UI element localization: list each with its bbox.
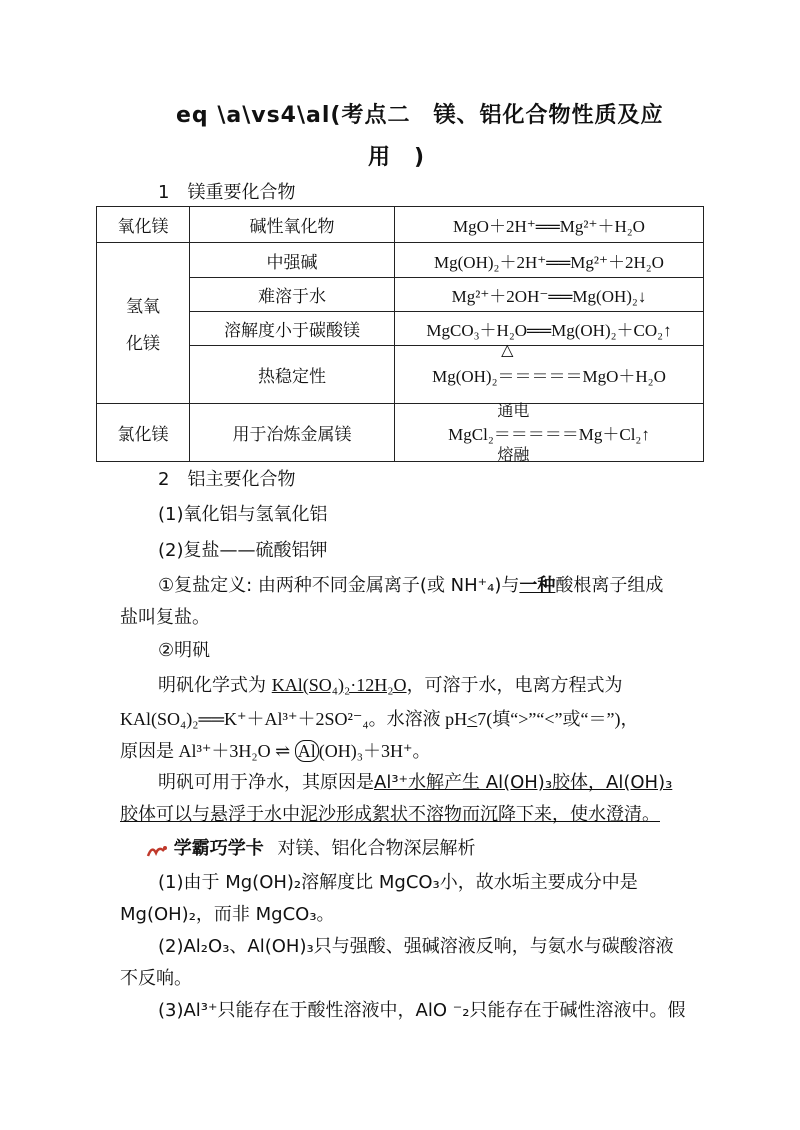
table-cell: 用于冶炼金属镁 (190, 404, 395, 462)
table-cell: 溶解度小于碳酸镁 (190, 312, 395, 346)
paragraph: (2)Al₂O₃、Al(OH)₃只与强酸、强碱溶液反响，与氨水与碳酸溶液 (158, 936, 674, 957)
table-cell: Mg²⁺＋2OH⁻══Mg(OH)₂↓ (395, 278, 704, 312)
paragraph (158, 672, 623, 699)
tip-card-label: 学霸巧学卡 (173, 838, 264, 859)
circled-text: Al (295, 740, 319, 762)
underlined-answer: 一种 (519, 575, 556, 596)
paragraph (120, 706, 639, 732)
text-span: (OH)₃＋3H⁺。 (318, 741, 431, 761)
section-heading-magnesium: 1 镁重要化合物 (158, 182, 296, 203)
text-span: 7(填“>”“<”或“＝”)， (477, 709, 639, 729)
equation-right: MgO＋H₂O (582, 367, 666, 386)
equation-heat (432, 340, 583, 387)
text-span: 酸根离子组成 (555, 575, 664, 596)
table-cell: 热稳定性 (190, 346, 395, 404)
paragraph (120, 738, 431, 764)
table-row (97, 243, 704, 278)
text-span: 原因是 Al³⁺＋3H₂O (120, 741, 271, 761)
hydroxide-label-2: 化镁 (126, 334, 160, 354)
table-cell: MgO＋2H⁺══Mg²⁺＋H₂O (395, 207, 704, 243)
paragraph: (1)氧化铝与氢氧化铝 (158, 504, 328, 525)
condition-bottom: 熔融 (497, 445, 530, 464)
tip-card-title: 对镁、铝化合物深层解析 (277, 838, 476, 859)
text-span: 明矾化学式为 (158, 675, 266, 696)
table-cell (395, 401, 704, 464)
table-cell: Mg(OH)₂＋2H⁺══Mg²⁺＋2H₂O (395, 243, 704, 278)
heat-condition: △ (501, 340, 514, 359)
text-span: ①复盐定义: 由两种不同金属离子(或 NH⁺₄)与 (158, 575, 520, 596)
equation-right: Mg＋Cl₂↑ (578, 425, 650, 444)
paragraph: 胶体可以与悬浮于水中泥沙形成絮状不溶物而沉降下来，使水澄清。 (120, 804, 660, 825)
text-span: KAl(SO₄)₂══K⁺＋Al³⁺＋2SO²⁻₄。水溶液 pH (120, 709, 468, 729)
equation-electrolysis (448, 401, 579, 464)
table-cell-hydroxide (97, 243, 190, 404)
paragraph (158, 770, 672, 796)
reversible-arrow-icon: ⇌ (275, 741, 291, 761)
paragraph: (3)Al³⁺只能存在于酸性溶液中，AlO ⁻₂只能存在于碱性溶液中。假 (158, 1000, 686, 1021)
paragraph: (2)复盐——硫酸铝钾 (158, 540, 328, 561)
paragraph: (1)由于 Mg(OH)₂溶解度比 MgCO₃小，故水垢主要成分中是 (158, 872, 638, 893)
title-line-2: 用 ) (368, 145, 426, 170)
paragraph: ②明矾 (158, 640, 211, 661)
table-cell (395, 340, 704, 404)
table-cell: 碱性氧化物 (190, 207, 395, 243)
table-cell: 中强碱 (190, 243, 395, 278)
text-span: ，可溶于水，电离方程式为 (406, 675, 623, 696)
equation-left: MgCl₂＝＝＝＝＝ (448, 425, 579, 444)
underlined-answer: < (467, 709, 478, 729)
table-cell: 氯化镁 (97, 404, 190, 462)
table-row (97, 207, 704, 243)
equation-left: Mg(OH)₂＝＝＝＝＝ (432, 367, 583, 386)
paragraph: 盐叫复盐。 (120, 607, 210, 628)
condition-top: 通电 (497, 401, 530, 420)
hydroxide-label-1: 氢氧 (126, 297, 160, 317)
section-heading-aluminum: 2 铝主要化合物 (158, 469, 296, 490)
title-line-1: eq \a\vs4\al(考点二 镁、铝化合物性质及应 (176, 103, 664, 128)
magnesium-compounds-table (96, 206, 704, 462)
paragraph (158, 573, 663, 599)
paragraph: Mg(OH)₂，而非 MgCO₃。 (120, 904, 335, 925)
underlined-answer: Al³⁺水解产生 Al(OH)₃胶体，Al(OH)₃ (374, 772, 673, 793)
table-cell: 难溶于水 (190, 278, 395, 312)
table-cell: 氧化镁 (97, 207, 190, 243)
text-span: 明矾可用于净水，其原因是 (158, 772, 374, 793)
tip-card-icon (146, 841, 168, 857)
tip-card-header (146, 836, 475, 862)
paragraph: 不反响。 (120, 968, 192, 989)
underlined-answer: KAl(SO₄)₂·12H₂O (271, 675, 407, 695)
table-cell: MgCO₃＋H₂O══Mg(OH)₂＋CO₂↑ (395, 312, 704, 346)
table-row (97, 404, 704, 462)
